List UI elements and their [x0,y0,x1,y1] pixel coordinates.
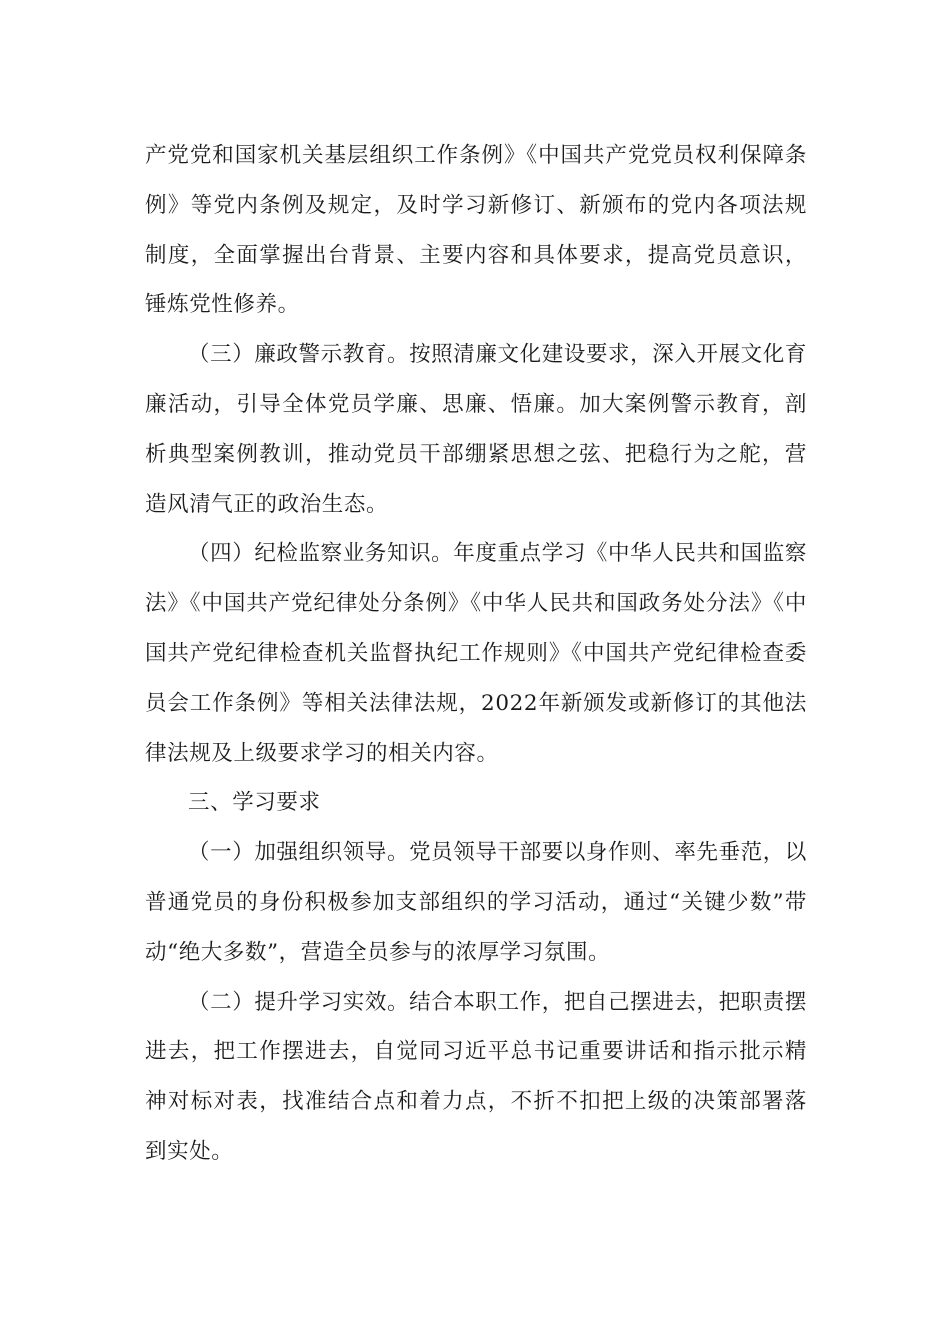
section-heading-study-requirements: 三、学习要求 [188,790,321,816]
paragraph-strengthen-leadership: （一）加强组织领导。党员领导干部要以身作则、率先垂范，以普通党员的身份积极参加支部组织的学习活动，通过“关键少数”带动“绝大多数”，营造全员参与的浓厚学习氛围。 [145,840,807,965]
paragraph-discipline-inspection-knowledge: （四）纪检监察业务知识。年度重点学习《中华人民共和国监察法》《中国共产党纪律处分条例》《中华人民共和国政务处分法》《中国共产党纪律检查机关监督执纪工作规则》《中国共产党纪律检查委员会工作条例》等相关法律法规，2022年新颁发或新修订的其他法律法规及上级要求学习的相关内容。 [145,541,807,766]
paragraph-improve-study-effectiveness: （二）提升学习实效。结合本职工作，把自己摆进去，把职责摆进去，把工作摆进去，自觉同习近平总书记重要讲话和指示批示精神对标对表，找准结合点和着力点，不折不扣把上级的决策部署落到实处。 [145,989,807,1164]
paragraph-integrity-warning-education: （三）廉政警示教育。按照清廉文化建设要求，深入开展文化育廉活动，引导全体党员学廉、思廉、悟廉。加大案例警示教育，剖析典型案例教训，推动党员干部绷紧思想之弦、把稳行为之舵，营造风清气正的政治生态。 [145,342,807,517]
paragraph-party-regulations-continued: 产党党和国家机关基层组织工作条例》《中国共产党党员权利保障条例》等党内条例及规定，及时学习新修订、新颁布的党内各项法规制度，全面掌握出台背景、主要内容和具体要求，提高党员意识，锤炼党性修养。 [145,143,807,318]
document-body [145,131,807,1177]
